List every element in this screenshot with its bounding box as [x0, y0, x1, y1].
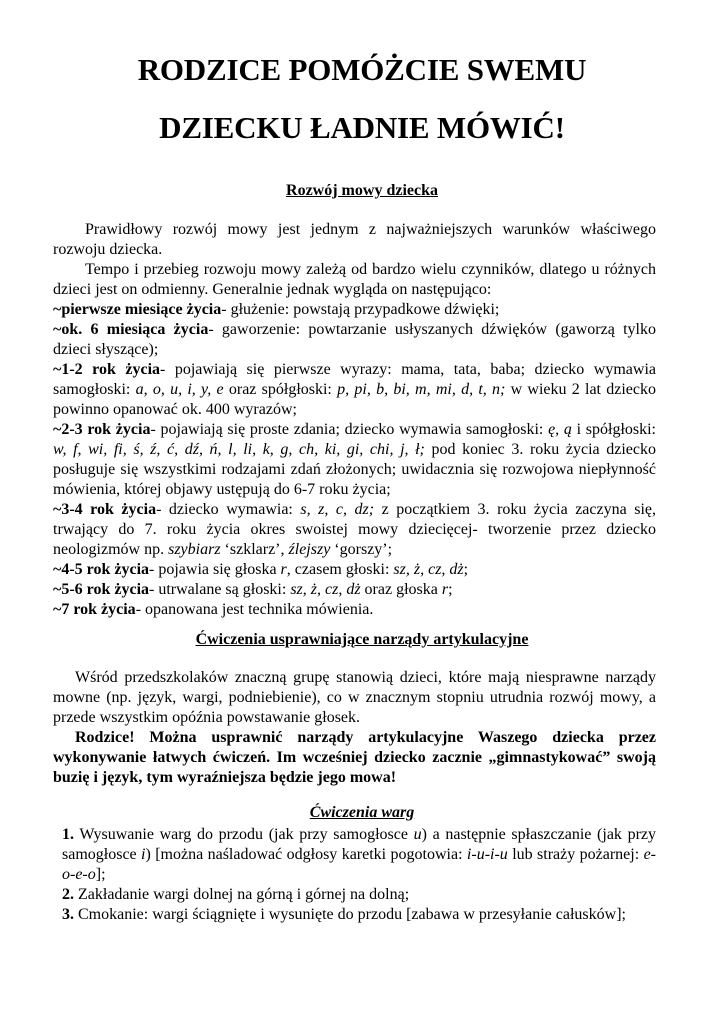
exercise-text: lub straży pożarnej:	[507, 846, 644, 863]
stage-period: ~2-3 rok życia	[53, 421, 151, 438]
stage-text: w wieku 2 lat dziecko powinno opanować ok. 400 wyrazów;	[53, 381, 656, 418]
exercise-sound: i	[141, 846, 146, 863]
section-heading-articulation-exercises: Ćwiczenia usprawniające narządy artykulacyjne	[195, 631, 529, 648]
stage-text: - utrwalane są głoski:	[149, 581, 291, 598]
exercise-item	[62, 825, 656, 885]
stage-sounds: s, z, c, dz;	[300, 501, 375, 518]
stage-sounds: r	[280, 561, 287, 578]
exercise-number: 3.	[62, 906, 74, 923]
stage-period: ~ok. 6 miesiąca życia	[53, 321, 209, 338]
stage-item	[53, 560, 656, 580]
exercise-text: ];	[95, 866, 106, 883]
exercise-item	[62, 885, 656, 905]
stage-sounds: p, pi, b, bi, m, mi, d, t, n;	[337, 381, 506, 398]
page-title-line-2: DZIECKU ŁADNIE MÓWIĆ!	[159, 110, 565, 145]
exercise-sound: u	[413, 826, 422, 843]
exercise-text: ) a następnie spłaszczanie (jak przy samogłosce	[62, 826, 656, 863]
stage-period: ~4-5 rok życia	[53, 561, 150, 578]
stage-text: ‘gorszy’;	[330, 541, 393, 558]
exercise-number: 1.	[62, 826, 74, 843]
section-heading-lip-exercises: Ćwiczenia warg	[309, 804, 415, 821]
stage-text: oraz głoska	[360, 581, 442, 598]
section-heading-speech-development: Rozwój mowy dziecka	[286, 182, 438, 199]
intro-paragraph-1: Prawidłowy rozwój mowy jest jednym z najważniejszych warunków właściwego rozwoju dziecka.	[53, 221, 656, 258]
lip-exercises-list	[62, 825, 656, 925]
exercise-sound: i-u-i-u	[466, 846, 508, 863]
stage-sounds: sz, ż, cz, dż	[290, 581, 361, 598]
stage-text: - pojawiają się proste zdania; dziecko wymawia samogłoski:	[150, 421, 549, 438]
stage-text: - pojawia się głoska	[149, 561, 281, 578]
stage-sounds: r	[441, 581, 449, 598]
stage-period: ~5-6 rok życia	[53, 581, 150, 598]
stage-item	[53, 420, 656, 500]
stage-neologism: źlejszy	[288, 541, 331, 558]
exercise-sound: e-o-e-o	[62, 846, 656, 883]
stage-text: - głużenie: powstają przypadkowe dźwięki;	[221, 301, 500, 318]
stage-sounds: a, o, u, i, y, e	[135, 381, 224, 398]
exercise-item	[62, 905, 656, 925]
stage-text: pod koniec 3. roku życia dziecko posługuje się wszystkimi rodzajami zdań złożonych; uwidacznia się rozwojowa niepłynność mówienia, której objawy ustępują do 6-7 roku życia;	[53, 441, 656, 498]
stage-item	[53, 360, 656, 420]
stage-text: oraz spółgłoski:	[223, 381, 338, 398]
exercise-number: 2.	[62, 886, 74, 903]
stage-text: - dziecko wymawia:	[156, 501, 301, 518]
stage-item	[53, 580, 656, 600]
stage-text: ‘szklarz’,	[220, 541, 289, 558]
articulation-text	[53, 668, 656, 788]
exercise-text: Zakładanie wargi dolnej na górną i górnej na dolną;	[74, 886, 410, 903]
stage-text: i spółgłoski:	[571, 421, 657, 438]
stage-period: ~1-2 rok życia	[53, 361, 161, 378]
stage-neologism: szybiarz	[168, 541, 221, 558]
speech-development-text	[53, 220, 656, 620]
stage-text: - gaworzenie: powtarzanie usłyszanych dźwięków (gaworzą tylko dzieci słyszące);	[53, 321, 656, 358]
intro-paragraph-2: Tempo i przebieg rozwoju mowy zależą od bardzo wielu czynników, dlatego u różnych dzieci jest on odmienny. Generalnie jednak wygląda on następująco:	[53, 261, 656, 298]
exercise-text: Wysuwanie warg do przodu (jak przy samogłosce	[74, 826, 414, 843]
stage-text: ;	[463, 561, 469, 578]
stage-sounds: ę, ą	[548, 421, 572, 438]
stage-period: ~3-4 rok życia	[53, 501, 157, 518]
stage-sounds: sz, ż, cz, dż	[393, 561, 464, 578]
stage-text: ;	[448, 581, 453, 598]
exercise-text: ) [można naśladować odgłosy karetki pogotowia:	[145, 846, 467, 863]
stage-sounds: w, f, wi, fi, ś, ź, ć, dź, ń, l, li, k, g, ch, ki, gi, chi, j, ł;	[53, 441, 425, 458]
stage-text: - opanowana jest technika mówienia.	[135, 601, 374, 618]
stage-text: , czasem głoski:	[286, 561, 394, 578]
stage-item	[53, 500, 656, 560]
stage-text: z początkiem 3. roku życia zaczyna się, trwający do 7. roku życia okres swoistej mowy dziecięcej- tworzenie przez dziecko neologizmów np.	[53, 501, 657, 558]
stage-period: ~pierwsze miesiące życia	[53, 301, 222, 318]
stage-item	[53, 600, 656, 620]
stage-item	[53, 300, 656, 320]
parents-appeal-paragraph: Rodzice! Można usprawnić narządy artykulacyjne Waszego dziecka przez wykonywanie łatwych ćwiczeń. Im wcześniej dziecko zacznie „gimnastykować” swoją buzię i język, tym wyraźniejsza będzie jego mowa!	[53, 729, 656, 786]
stage-text: - pojawiają się pierwsze wyrazy: mama, tata, baba; dziecko wymawia samogłoski:	[53, 361, 656, 398]
stage-period: ~7 rok życia	[53, 601, 136, 618]
exercise-text: Cmokanie: wargi ściągnięte i wysunięte do przodu [zabawa w przesyłanie całusków];	[74, 906, 626, 923]
articulation-paragraph: Wśród przedszkolaków znaczną grupę stanowią dzieci, które mają niesprawne narządy mowne (np. język, wargi, podniebienie), co w znacznym stopniu utrudnia rozwój mowy, a przede wszystkim opóźnia powstawanie głosek.	[53, 669, 656, 726]
stage-item	[53, 320, 656, 360]
page-title-line-1: RODZICE POMÓŻCIE SWEMU	[137, 52, 587, 87]
